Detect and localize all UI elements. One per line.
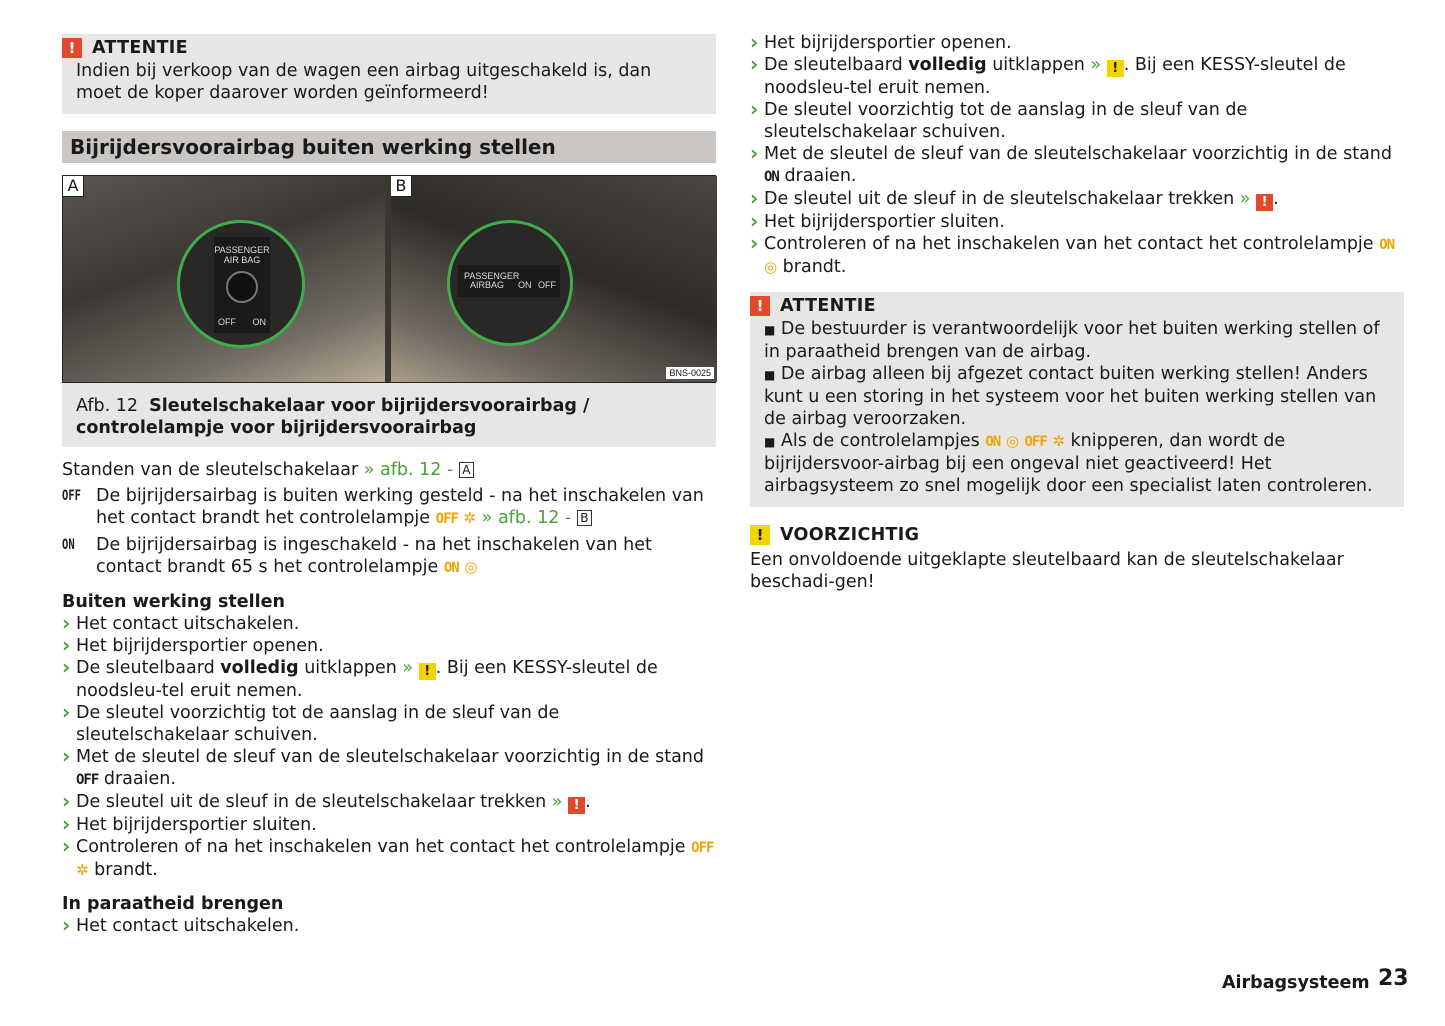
link-arrow[interactable]: » (1239, 189, 1251, 209)
step-text: . Bij een KESSY-sleutel de noodsleu-tel eruit nemen. (764, 55, 1346, 98)
figure-code: BNS-0025 (666, 367, 714, 379)
figure-link-b[interactable]: » afb. 12 - (481, 508, 572, 528)
airbag-on-icon: ◎ (1005, 432, 1019, 450)
step: › Het bijrijdersportier openen. (750, 32, 1404, 54)
warning-icon: ! (568, 797, 585, 814)
attention-box (62, 34, 716, 114)
panel-label-b: B (391, 176, 412, 197)
step-text: Controleren of na het inschakelen van het contact het controlelampje (764, 234, 1374, 254)
figure-12 (62, 175, 716, 383)
deactivate-heading: Buiten werking stellen (62, 592, 285, 612)
step-text: . Bij een KESSY-sleutel de noodsleu-tel eruit nemen. (76, 658, 658, 701)
caution-header (750, 523, 1404, 547)
caution-icon: ! (419, 663, 436, 680)
step-text: draaien. (103, 769, 176, 789)
attention-text: Indien bij verkoop van de wagen een airbag uitgeschakeld is, dan moet de koper daarover worden geïnformeerd! (76, 61, 652, 103)
step: › Het contact uitschakelen. (62, 915, 716, 937)
step (750, 233, 1404, 278)
caution-icon: ! (1107, 60, 1124, 77)
step: › De sleutel uit de sleuf in de sleutelschakelaar trekken » ! . (62, 791, 716, 814)
step-text: Controleren of na het inschakelen van het contact het controlelampje (76, 837, 686, 857)
state-off-description: De bijrijdersairbag is buiten werking gesteld - na het inschakelen van het contact brandt het controlelampje (96, 486, 704, 528)
bullet-icon: ■ (764, 368, 776, 382)
step (62, 657, 716, 702)
left-column (62, 34, 716, 937)
caption-prefix: Afb. 12 (76, 396, 139, 416)
lamp-off-label: OFF (538, 280, 556, 290)
step-text: uitklappen (992, 55, 1085, 75)
step-text: brandt. (782, 257, 847, 277)
step: › De sleutel uit de sleuf in de sleutelschakelaar trekken » ! . (750, 188, 1404, 211)
step: › Het bijrijdersportier openen. (62, 635, 716, 657)
right-column (750, 32, 1404, 593)
state-off (62, 485, 716, 530)
attention-header (750, 294, 1390, 318)
positions-intro-text: Standen van de sleutelschakelaar (62, 460, 359, 480)
positions-intro (62, 459, 716, 481)
switch-on-label: ON (252, 317, 266, 327)
attention-box-right (750, 292, 1404, 507)
step-emphasis: volledig (908, 55, 987, 75)
caution-title: VOORZICHTIG (780, 525, 920, 545)
attention-title: ATTENTIE (92, 38, 188, 58)
lamp-off-indicator: OFF (1024, 434, 1047, 450)
lamp-off-indicator: OFF (691, 840, 714, 856)
bullet-text: De bestuurder is verantwoordelijk voor het buiten werking stellen of in paraatheid brengen van de airbag. (764, 319, 1380, 362)
step: › Het bijrijdersportier sluiten. (62, 814, 716, 836)
lamp-on-indicator: ON (985, 434, 1001, 450)
airbag-on-icon: ◎ (764, 258, 778, 276)
magnified-warning-lamp (447, 220, 573, 346)
panel-label-a: A (63, 176, 84, 197)
step: › De sleutel voorzichtig tot de aanslag in de sleuf van de sleutelschakelaar schuiven. (750, 99, 1404, 143)
page-number: 23 (1378, 966, 1409, 991)
attention-bullet (764, 363, 1390, 430)
step-text: uitklappen (304, 658, 397, 678)
link-arrow[interactable]: » (551, 792, 563, 812)
step-text: De sleutel uit de sleuf in de sleutelschakelaar trekken (764, 189, 1235, 209)
bullet-text: Als de controlelampjes (780, 431, 980, 451)
airbag-off-icon: ✲ (1052, 432, 1065, 450)
step (750, 143, 1404, 188)
step-text: Met de sleutel de sleuf van de sleutelschakelaar voorzichtig in de stand (764, 144, 1392, 164)
lamp-label-line1: PASSENGER (464, 271, 520, 281)
warning-icon: ! (1256, 194, 1273, 211)
attention-title: ATTENTIE (780, 296, 876, 316)
warning-icon: ! (62, 38, 82, 58)
switch-label-line2: AIR BAG (223, 255, 261, 265)
lamp-label-line2: AIRBAG (469, 280, 504, 290)
figure-panel-a (63, 176, 385, 382)
figure-caption (62, 383, 716, 447)
lamp-on-indicator: ON (1379, 237, 1394, 253)
step-text: De sleutelbaard (764, 55, 903, 75)
caution-box (750, 523, 1404, 593)
warning-icon: ! (750, 296, 770, 316)
position-off: OFF (76, 772, 99, 788)
switch-label-line1: PASSENGER (214, 245, 270, 255)
step-text: De sleutel uit de sleuf in de sleutelschakelaar trekken (76, 792, 547, 812)
position-on: ON (764, 169, 779, 185)
lamp-on-label: ON (518, 280, 532, 290)
footer-chapter: Airbagsysteem (1222, 973, 1370, 993)
step-text: Met de sleutel de sleuf van de sleutelschakelaar voorzichtig in de stand (76, 747, 704, 767)
key-slot (226, 271, 258, 303)
switch-off-label: OFF (218, 317, 236, 327)
state-off-key: OFF (62, 488, 81, 504)
state-on (62, 534, 716, 579)
attention-bullet (764, 430, 1390, 497)
step-emphasis: volledig (220, 658, 299, 678)
bullet-text: knipperen, dan wordt de bijrijdersvoor-airbag bij een ongeval niet geactiveerd! Het airbagsysteem zo snel mogelijk door een specialist laten controleren. (764, 431, 1373, 496)
figure-letter-b: B (577, 510, 592, 526)
step-text: brandt. (94, 860, 158, 880)
step: › Het contact uitschakelen. (62, 613, 716, 635)
link-arrow[interactable]: » (402, 658, 414, 678)
link-arrow[interactable]: » (1090, 55, 1102, 75)
figure-panel-b (391, 176, 717, 382)
caption-title: Sleutelschakelaar voor bijrijdersvoorairbag / controlelampje voor bijrijdersvoorairbag (76, 396, 590, 438)
caution-icon: ! (750, 525, 770, 545)
step (750, 54, 1404, 99)
key-switch-panel (214, 237, 270, 333)
bullet-icon: ■ (764, 435, 776, 449)
caution-text: Een onvoldoende uitgeklapte sleutelbaard kan de sleutelschakelaar beschadi-gen! (750, 550, 1344, 592)
lamp-panel (458, 265, 560, 297)
state-off-text (96, 485, 716, 530)
step (62, 836, 716, 881)
state-on-text (96, 534, 716, 579)
state-on-key: ON (62, 537, 75, 553)
step-text: draaien. (784, 166, 857, 186)
magnified-key-switch (177, 220, 305, 348)
step: › De sleutel voorzichtig tot de aanslag in de sleuf van de sleutelschakelaar schuiven. (62, 702, 716, 746)
state-on-description: De bijrijdersairbag is ingeschakeld - na het inschakelen van het contact brandt 65 s het controlelampje (96, 535, 652, 577)
step (62, 746, 716, 791)
figure-letter-a: A (459, 462, 474, 478)
airbag-on-icon: ◎ (464, 558, 478, 576)
figure-link[interactable]: » afb. 12 - (363, 460, 454, 480)
airbag-off-icon: ✲ (463, 509, 477, 527)
lamp-off-indicator: OFF (435, 511, 458, 527)
step-text: De sleutelbaard (76, 658, 215, 678)
activate-heading: In paraatheid brengen (62, 894, 284, 914)
airbag-off-icon: ✲ (76, 861, 89, 879)
section-heading: Bijrijdersvoorairbag buiten werking stellen (62, 131, 716, 163)
bullet-icon: ■ (764, 323, 776, 337)
bullet-text: De airbag alleen bij afgezet contact buiten werking stellen! Anders kunt u een storing in het systeem voor het buiten werking stellen van de airbag veroorzaken. (764, 364, 1377, 429)
attention-bullet (764, 318, 1390, 363)
step: › Het bijrijdersportier sluiten. (750, 211, 1404, 233)
lamp-on-indicator: ON (443, 560, 459, 576)
attention-header (62, 36, 702, 60)
